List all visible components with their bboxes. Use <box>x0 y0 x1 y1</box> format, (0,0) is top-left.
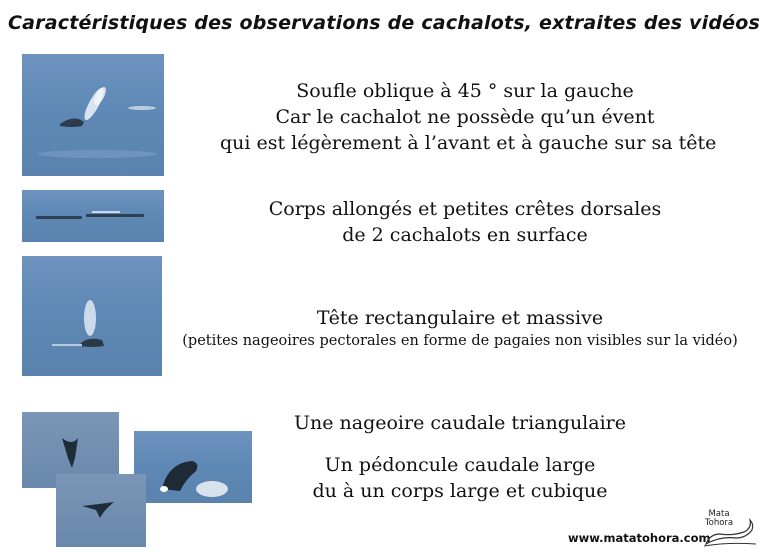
photo-two-whales-surface <box>22 190 164 242</box>
caption-tail <box>210 410 710 436</box>
tail-fluke-image-2 <box>56 474 146 547</box>
caption-line: Corps allongés et petites crêtes dorsales <box>268 198 662 220</box>
caption-line: du à un corps large et cubique <box>312 480 608 502</box>
whale-head-image <box>22 256 162 376</box>
caption-line: Soufle oblique à 45 ° sur la gauche <box>296 80 634 102</box>
caption-peduncle <box>210 452 710 504</box>
page-title: Caractéristiques des observations de cachalots, extraites des vidéos <box>7 12 760 34</box>
photo-rectangular-head <box>22 256 162 376</box>
website-url: www.matatohora.com <box>568 531 711 545</box>
logo-text <box>704 510 734 528</box>
caption-oblique-blow <box>220 78 717 156</box>
caption-line: Tête rectangulaire et massive <box>316 307 604 329</box>
caption-line: Un pédoncule caudale large <box>324 454 596 476</box>
caption-rectangular-head <box>160 305 760 351</box>
caption-line: Une nageoire caudale triangulaire <box>293 412 626 434</box>
caption-line: Car le cachalot ne possède qu’un évent <box>275 106 655 128</box>
caption-note: (petites nageoires pectorales en forme de pagaies non visibles sur la vidéo) <box>182 333 738 349</box>
surface-whales-image <box>22 190 164 242</box>
caption-surface-whales <box>220 196 710 248</box>
photo-tail-fluke-2 <box>56 474 146 547</box>
whale-blow-image <box>22 54 164 176</box>
logo-line: Mata <box>708 509 730 519</box>
caption-line: qui est légèrement à l’avant et à gauche sur sa tête <box>220 132 717 154</box>
logo-line: Tohora <box>704 518 734 528</box>
caption-line: de 2 cachalots en surface <box>342 224 588 246</box>
photo-oblique-blow <box>22 54 164 176</box>
